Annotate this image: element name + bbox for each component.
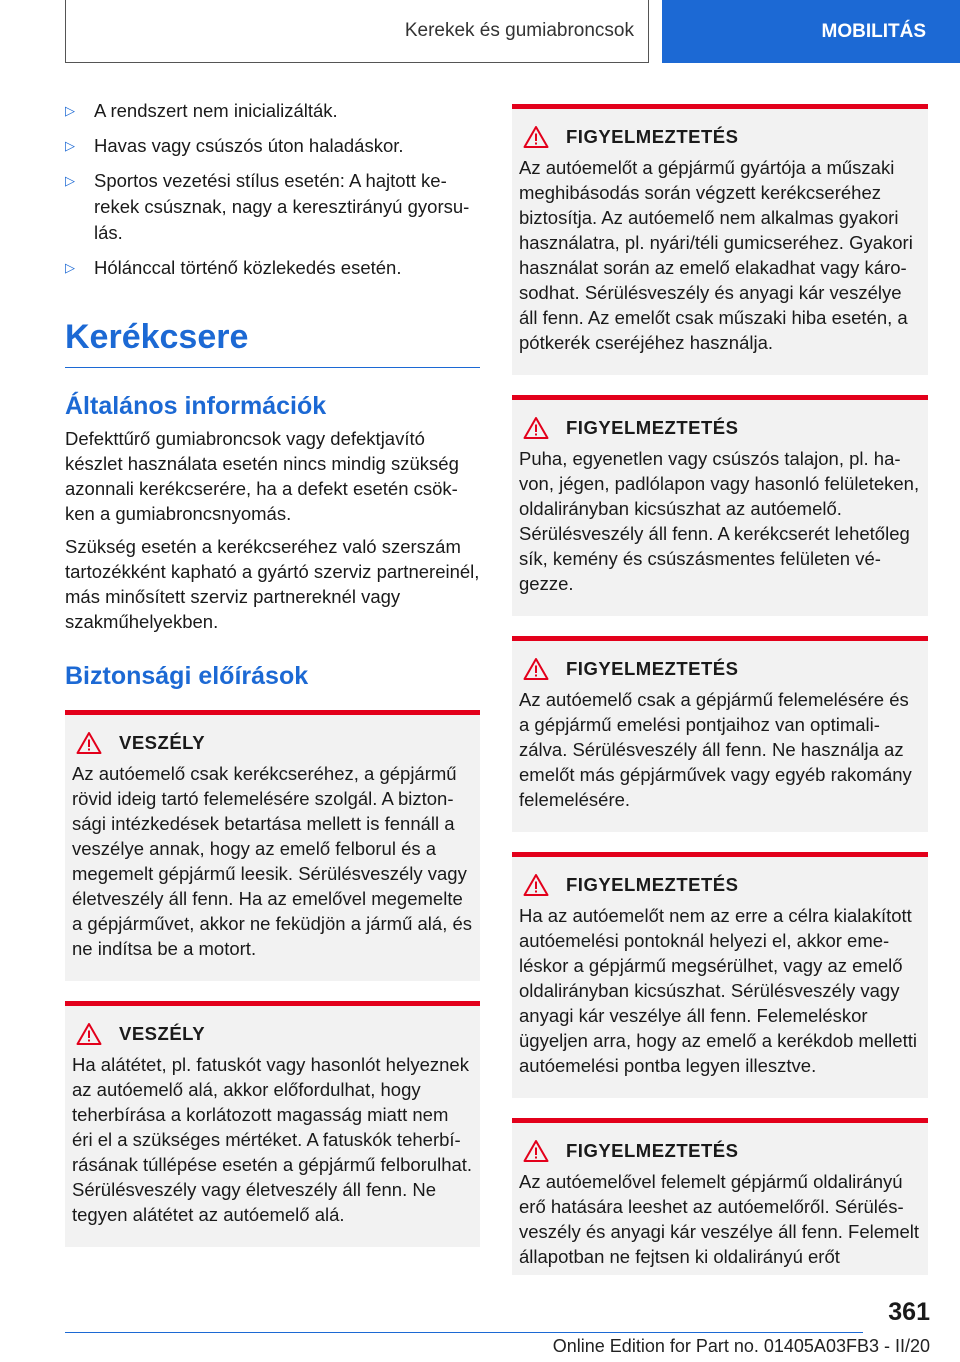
section-title: Kerekek és gumiabroncsok: [65, 0, 649, 63]
list-item: ▷ A rendszert nem inicializálták.: [65, 98, 480, 124]
box-text: Puha, egyenetlen vagy csúszós talajon, pl. havon, jégen, padlólapon vagy hasonló felületeken, oldalirányban kicsúszhat az autóemelő. Sérülésveszély áll fenn. A kerékcserét lehetőleg sík, kemény és csúszásmentes felületen végezze.: [519, 448, 920, 594]
box-header: [519, 1139, 922, 1163]
triangle-right-icon: ▷: [65, 138, 75, 153]
chapter-tab[interactable]: MOBILITÁS: [662, 0, 960, 63]
box-text: Ha az autóemelőt nem az erre a célra kialakított autóemelési pontoknál helyezi el, akkor emeléskor a gépjármű megsérülhet, vagy az emelő oldalirányban kicsúszhat. Sérülésveszély vagy anyagi kár veszélye áll fenn. Felemeléskor ügyeljen arra, hogy az emelő a kerékdob melletti autóemelési pontba legyen illesztve.: [519, 905, 917, 1076]
warning-triangle-icon: [76, 1022, 102, 1046]
right-column: [512, 104, 928, 1275]
box-text: Az autóemelő csak a gépjármű felemelésére és a gépjármű emelési pontjaihoz van optimalizálva. Sérülésveszély áll fenn. Ne használja az emelőt más gépjárművek vagy egyéb rakomány felemelésére.: [519, 689, 912, 810]
warning-triangle-icon: [76, 731, 102, 755]
box-title: FIGYELMEZTETÉS: [566, 126, 739, 147]
box-title: FIGYELMEZTETÉS: [566, 1140, 739, 1161]
warning-box: [512, 104, 928, 375]
box-text: Az autóemelőt a gépjármű gyártója a műszaki meghibásodás során végzett kerékcseréhez biztosítja. Az autóemelő nem alkalmas gyakori használatra, pl. nyári/téli gumicseréhez. Gyakori használat során az emelő elakadhat vagy károsodhat. Sérülésveszély és anyagi kár veszélye áll fenn. Az emelőt csak műszaki hiba esetén, a pótkerék cseréjéhez használja.: [519, 157, 913, 353]
warning-triangle-icon: [523, 1139, 549, 1163]
safety-heading: Biztonsági előírások: [65, 662, 309, 690]
triangle-right-icon: ▷: [65, 173, 75, 188]
warning-triangle-icon: [523, 125, 549, 149]
page-number: 361: [888, 1298, 930, 1326]
box-header: [519, 657, 922, 681]
list-item: ▷ Sportos vezetési stílus esetén: A hajtott kerekek csúsznak, nagy a keresztirányú gyorsulás.: [65, 170, 470, 243]
warning-box: [512, 636, 928, 832]
box-title: FIGYELMEZTETÉS: [566, 417, 739, 438]
bullet-list: [65, 98, 480, 281]
footer-edition: Online Edition for Part no. 01405A03FB3 - II/20: [552, 1336, 930, 1356]
danger-box: [65, 710, 480, 981]
box-title: FIGYELMEZTETÉS: [566, 874, 739, 895]
list-item: ▷ Hólánccal történő közlekedés esetén.: [65, 255, 480, 281]
footer-divider: [65, 1332, 863, 1333]
warning-triangle-icon: [523, 873, 549, 897]
paragraph: Defekttűrő gumiabroncsok vagy defektjavító készlet használata esetén nincs mindig szükség azonnali kerékcserére, ha a defekt esetén csökken a gumiabroncsnyomás.: [65, 428, 459, 524]
box-header: [519, 873, 922, 897]
warning-triangle-icon: [523, 657, 549, 681]
left-column: [65, 98, 480, 1267]
paragraph: Szükség esetén a kerékcseréhez való szerszám tartozékként kapható a gyártó szerviz partnereinél, más minősített szerviz partnereknél vagy szakműhelyekben.: [65, 536, 480, 632]
box-header: [519, 125, 922, 149]
triangle-right-icon: ▷: [65, 103, 75, 118]
box-title: FIGYELMEZTETÉS: [566, 658, 739, 679]
box-text: Ha alátétet, pl. fatuskót vagy hasonlót helyeznek az autóemelő alá, akkor előfordulhat, hogy teherbírása a korlátozott magasság miatt nem éri el a szükséges mértéket. A fatuskók teherbírásának túllépése esetén a gépjármű felborulhat. Sérülésveszély vagy életveszély áll fenn. Ne tegyen alátétet az autóemelő alá.: [72, 1054, 473, 1225]
page-header: [0, 0, 960, 64]
box-header: [72, 1022, 474, 1046]
box-text: Az autóemelővel felemelt gépjármű oldalirányú erő hatására leeshet az autóemelőről. Sérülésveszély és anyagi kár veszélye áll fenn. Felemelt állapotban ne fejtsen ki oldalirányú erőt: [519, 1171, 919, 1267]
warning-box: [512, 395, 928, 616]
general-info-heading: Általános információk: [65, 392, 327, 420]
box-text: Az autóemelő csak kerékcseréhez, a gépjármű rövid ideig tartó felemelésére szolgál. A biztonsági intézkedések betartása mellett is fennáll a veszélye annak, hogy az emelő felborul és a megemelt gépjármű leesik. Sérülésveszély vagy életveszély áll fenn. Ha az emelővel megemelte a gépjárművet, akkor ne feküdjön a jármű alá, és ne indítsa be a motort.: [72, 763, 473, 959]
box-header: [519, 416, 922, 440]
box-title: VESZÉLY: [119, 1023, 206, 1044]
warning-box: [512, 1118, 928, 1275]
danger-box: [65, 1001, 480, 1247]
warning-box: [512, 852, 928, 1098]
box-header: [72, 731, 474, 755]
warning-triangle-icon: [523, 416, 549, 440]
triangle-right-icon: ▷: [65, 260, 75, 275]
page-title: Kerékcsere: [65, 317, 480, 368]
box-title: VESZÉLY: [119, 732, 206, 753]
list-item: ▷ Havas vagy csúszós úton haladáskor.: [65, 133, 480, 159]
